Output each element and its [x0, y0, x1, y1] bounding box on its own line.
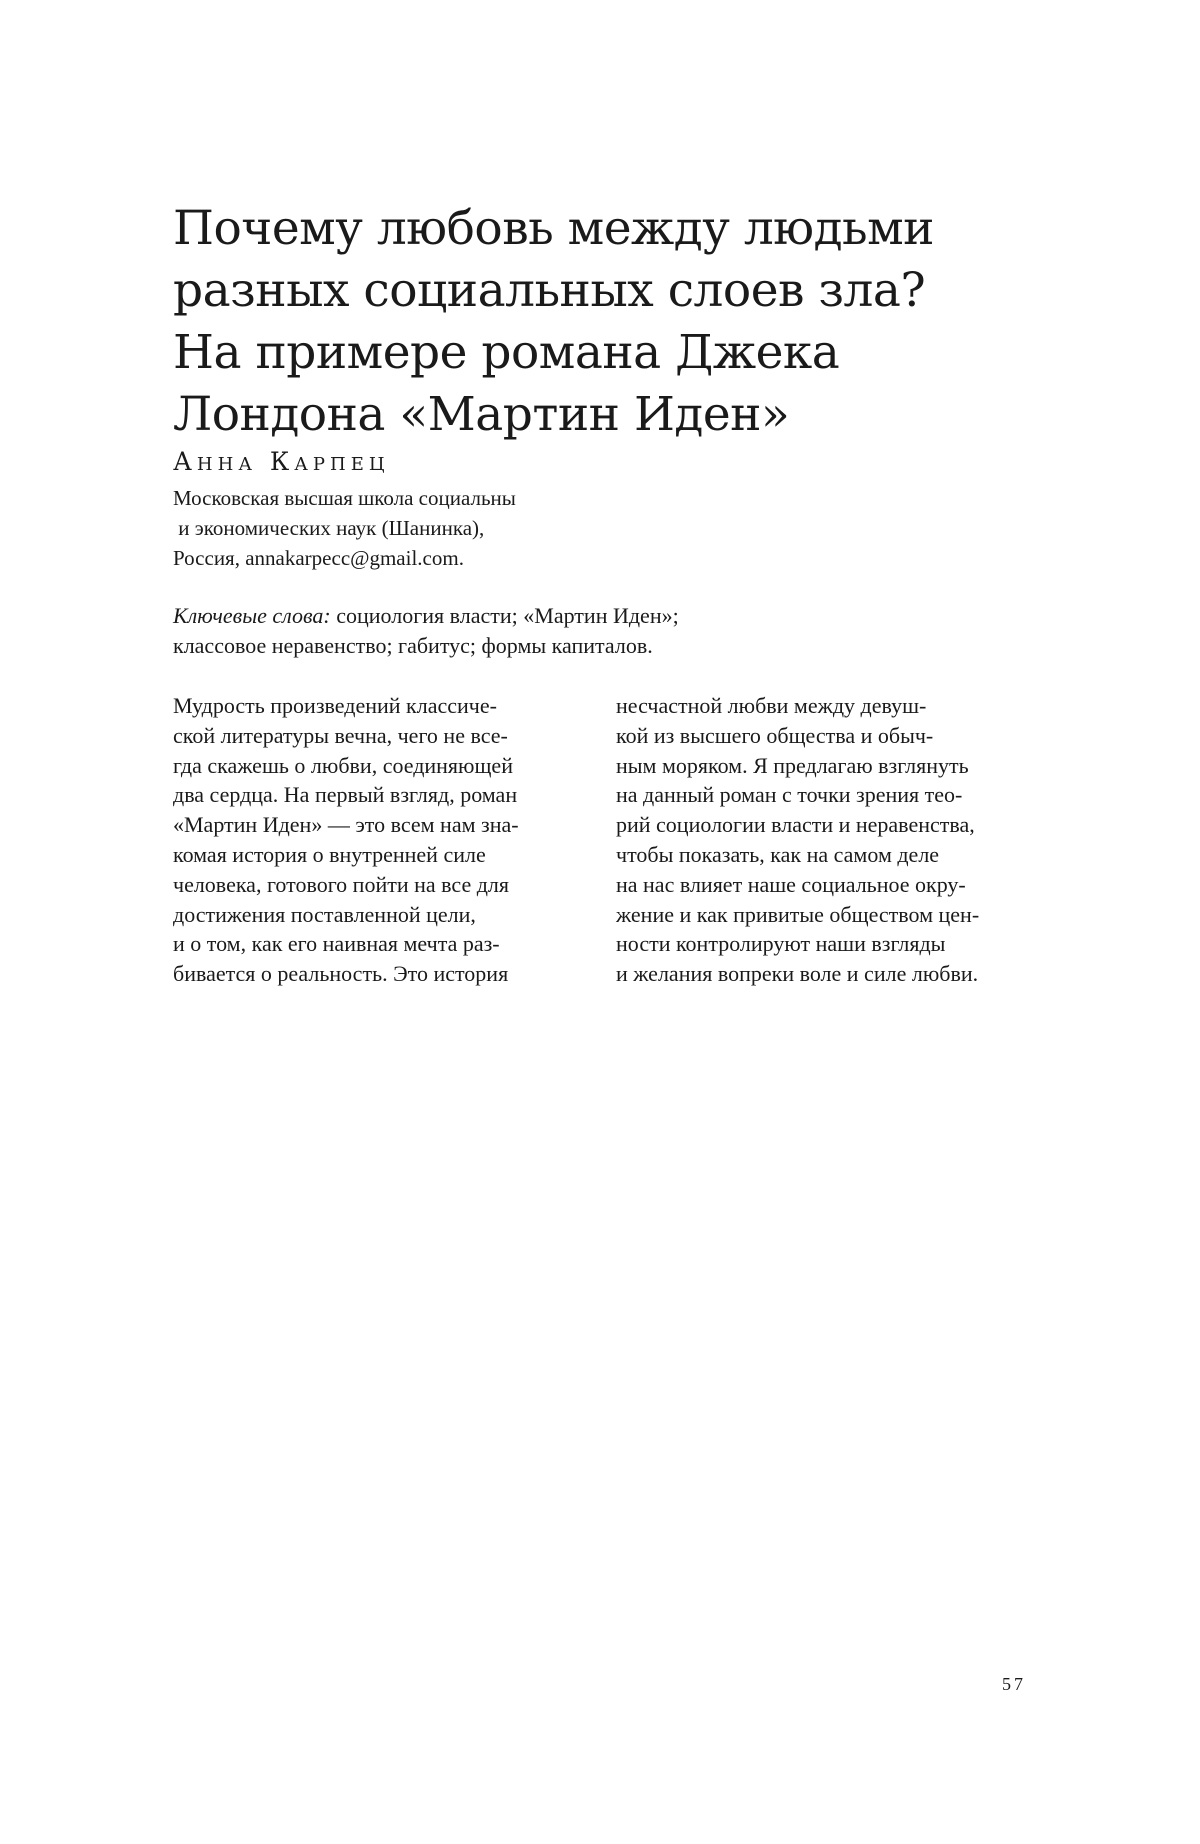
title-line: Лондона «Мартин Иден» — [173, 387, 790, 442]
body-line: ности контролируют наши взгляды — [616, 931, 946, 957]
author-name: Анна Карпец — [173, 447, 390, 476]
keywords-line — [173, 601, 679, 631]
body-line: на нас влияет наше социальное окру- — [616, 871, 966, 897]
body-line: гда скажешь о любви, соединяющей — [173, 752, 513, 778]
body-line: несчастной любви между девуш- — [616, 693, 927, 718]
title-line: разных социальных слоев зла? — [173, 263, 926, 318]
body-line: рий социологии власти и неравенства, — [616, 812, 975, 838]
body-line: ным моряком. Я предлагаю взглянуть — [616, 752, 969, 778]
body-column-right — [616, 691, 1036, 989]
body-line: «Мартин Иден» — это всем нам зна- — [173, 812, 519, 838]
body-line: два сердца. На первый взгляд, роман — [173, 782, 518, 808]
body-column-left — [173, 691, 573, 989]
body-line: комая история о внутренней силе — [173, 841, 486, 867]
keywords-block — [173, 601, 679, 661]
keywords-label: Ключевые слова: — [173, 603, 331, 628]
affiliation-line: и экономических наук (Шанинка), — [173, 516, 485, 540]
body-line: и желания вопреки воле и силе любви. — [616, 961, 979, 987]
body-line: достижения поставленной цели, — [173, 901, 476, 927]
article-title — [173, 198, 973, 446]
body-line: Мудрость произведений классиче- — [173, 693, 497, 718]
author-affiliation — [173, 483, 516, 573]
body-line: бивается о реальность. Это история — [173, 961, 509, 987]
affiliation-line: Московская высшая школа социальны — [173, 486, 516, 510]
affiliation-line: Россия, annakarpecc@gmail.com. — [173, 546, 464, 570]
title-line: Почему любовь между людьми — [173, 201, 935, 256]
body-line: человека, готового пойти на все для — [173, 871, 509, 897]
body-line: чтобы показать, как на самом деле — [616, 841, 940, 867]
body-line: на данный роман с точки зрения тео- — [616, 782, 963, 808]
keywords-text: социология власти; «Мартин Иден»; — [330, 603, 679, 628]
body-line: и о том, как его наивная мечта раз- — [173, 931, 500, 957]
body-line: жение и как привитые обществом цен- — [616, 901, 980, 927]
body-line: ской литературы вечна, чего не все- — [173, 722, 508, 748]
body-line: кой из высшего общества и обыч- — [616, 722, 934, 748]
page-number: 57 — [1002, 1674, 1026, 1694]
title-line: На примере романа Джека — [173, 325, 840, 380]
keywords-line: классовое неравенство; габитус; формы капиталов. — [173, 633, 653, 658]
